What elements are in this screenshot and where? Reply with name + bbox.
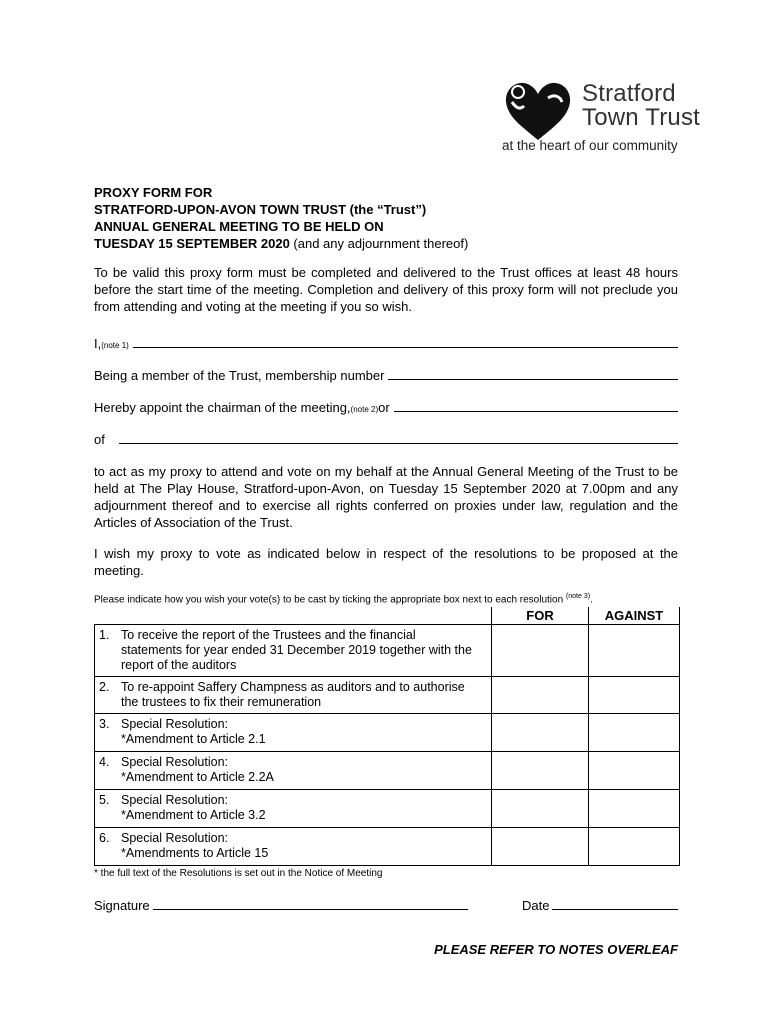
appoint-or: or [378, 400, 390, 415]
proxy-name-field[interactable] [394, 399, 678, 412]
heading-date: TUESDAY 15 SEPTEMBER 2020 [94, 236, 290, 251]
date-label: Date [522, 898, 550, 913]
resolution-text: report of the auditors [121, 658, 237, 673]
name-field[interactable] [133, 335, 678, 348]
membership-label: Being a member of the Trust, membership number [94, 368, 385, 383]
footnote: * the full text of the Resolutions is set out in the Notice of Meeting [94, 868, 383, 880]
header-for: FOR [492, 607, 589, 625]
resolution-number: 3. [99, 717, 110, 732]
resolution-number: 2. [99, 680, 110, 695]
appoint-label: Hereby appoint the chairman of the meeting, [94, 400, 351, 415]
for-checkbox[interactable] [492, 625, 589, 677]
date-part [522, 897, 678, 913]
logo-name-line2: Town Trust [582, 104, 701, 131]
table-row [95, 677, 680, 714]
intro-paragraph: To be valid this proxy form must be completed and delivered to the Trust offices at least 48 hours before the start time of the meeting. Completion and delivery of this proxy form will not preclude you from attending and voting at the meeting if you so wish. [94, 265, 678, 314]
resolution-text: statements for year ended 31 December 2019 together with the [121, 643, 472, 658]
of-label: of [94, 432, 105, 447]
stratford-town-trust-logo [500, 78, 710, 158]
against-checkbox[interactable] [589, 714, 680, 752]
resolution-text: To re-appoint Saffery Champness as auditors and to authorise [121, 680, 465, 695]
table-row [95, 790, 680, 828]
heart-figures-logo-icon [502, 80, 574, 142]
resolution-text: *Amendments to Article 15 [121, 846, 269, 861]
form-heading [94, 184, 678, 252]
resolution-cell [95, 828, 492, 866]
against-checkbox[interactable] [589, 828, 680, 866]
resolution-text: Special Resolution: [121, 717, 229, 732]
table-row [95, 828, 680, 866]
form-body [94, 184, 678, 879]
resolution-cell [95, 790, 492, 828]
for-checkbox[interactable] [492, 828, 589, 866]
for-checkbox[interactable] [492, 790, 589, 828]
header-against: AGAINST [589, 607, 680, 625]
refer-notes-text: PLEASE REFER TO NOTES OVERLEAF [434, 942, 678, 957]
logo-tagline: at the heart of our community [502, 138, 678, 153]
membership-line [94, 367, 678, 383]
resolution-cell [95, 677, 492, 714]
for-checkbox[interactable] [492, 752, 589, 790]
signature-row [94, 897, 678, 913]
table-row [95, 714, 680, 752]
proxy-paragraph: to act as my proxy to attend and vote on my behalf at the Annual General Meeting of the Trust to be held at The Play House, Stratford-upon-Avon, on Tuesday 15 September 2020 at 7.00pm and any adjournment thereof and to exercise all rights conferred on proxies under law, regulation and the Articles of Association of the Trust. [94, 464, 678, 530]
appoint-note: (note 2) [350, 405, 379, 414]
instruction-end: . [590, 594, 593, 606]
for-checkbox[interactable] [492, 677, 589, 714]
for-checkbox[interactable] [492, 714, 589, 752]
logo-name-line1: Stratford [582, 80, 676, 107]
date-field[interactable] [552, 897, 678, 910]
name-label: I, [94, 336, 102, 351]
resolution-text: the trustees to fix their remuneration [121, 695, 322, 710]
heading-adjournment: (and any adjournment thereof) [289, 236, 469, 251]
resolution-text: *Amendment to Article 2.2A [121, 770, 274, 785]
wish-paragraph: I wish my proxy to vote as indicated below in respect of the resolutions to be proposed at the meeting. [94, 546, 678, 578]
table-header-row [95, 607, 680, 625]
membership-number-field[interactable] [388, 367, 678, 380]
heading-line1: PROXY FORM FOR [94, 185, 213, 200]
heading-line4 [94, 235, 678, 252]
resolution-text: Special Resolution: [121, 793, 229, 808]
against-checkbox[interactable] [589, 752, 680, 790]
logo-name [582, 82, 700, 130]
of-line [94, 431, 678, 447]
appoint-line [94, 399, 678, 415]
heading-line2: STRATFORD-UPON-AVON TOWN TRUST (the “Trust”) [94, 202, 427, 217]
instruction-text [94, 593, 678, 605]
table-row [95, 625, 680, 677]
against-checkbox[interactable] [589, 677, 680, 714]
signature-part [94, 897, 468, 913]
resolution-cell [95, 625, 492, 677]
resolution-number: 4. [99, 755, 110, 770]
resolution-text: Special Resolution: [121, 755, 229, 770]
header-blank [95, 607, 492, 625]
name-line [94, 335, 678, 351]
signature-field[interactable] [153, 897, 468, 910]
resolutions-table [94, 607, 680, 866]
table-row [95, 752, 680, 790]
instruction-note: (note 3) [565, 593, 591, 600]
resolution-number: 5. [99, 793, 110, 808]
signature-label: Signature [94, 898, 150, 913]
resolution-text: To receive the report of the Trustees and the financial [121, 628, 416, 643]
resolution-text: *Amendment to Article 2.1 [121, 732, 266, 747]
resolution-text: *Amendment to Article 3.2 [121, 808, 266, 823]
resolution-number: 1. [99, 628, 110, 643]
heading-line3: ANNUAL GENERAL MEETING TO BE HELD ON [94, 219, 384, 234]
against-checkbox[interactable] [589, 790, 680, 828]
resolution-number: 6. [99, 831, 110, 846]
name-note: (note 1) [101, 341, 129, 350]
resolution-cell [95, 752, 492, 790]
against-checkbox[interactable] [589, 625, 680, 677]
resolution-cell [95, 714, 492, 752]
proxy-address-field[interactable] [119, 431, 678, 444]
resolution-text: Special Resolution: [121, 831, 229, 846]
instruction: Please indicate how you wish your vote(s) to be cast by ticking the appropriate box next to each resolution [94, 594, 564, 606]
